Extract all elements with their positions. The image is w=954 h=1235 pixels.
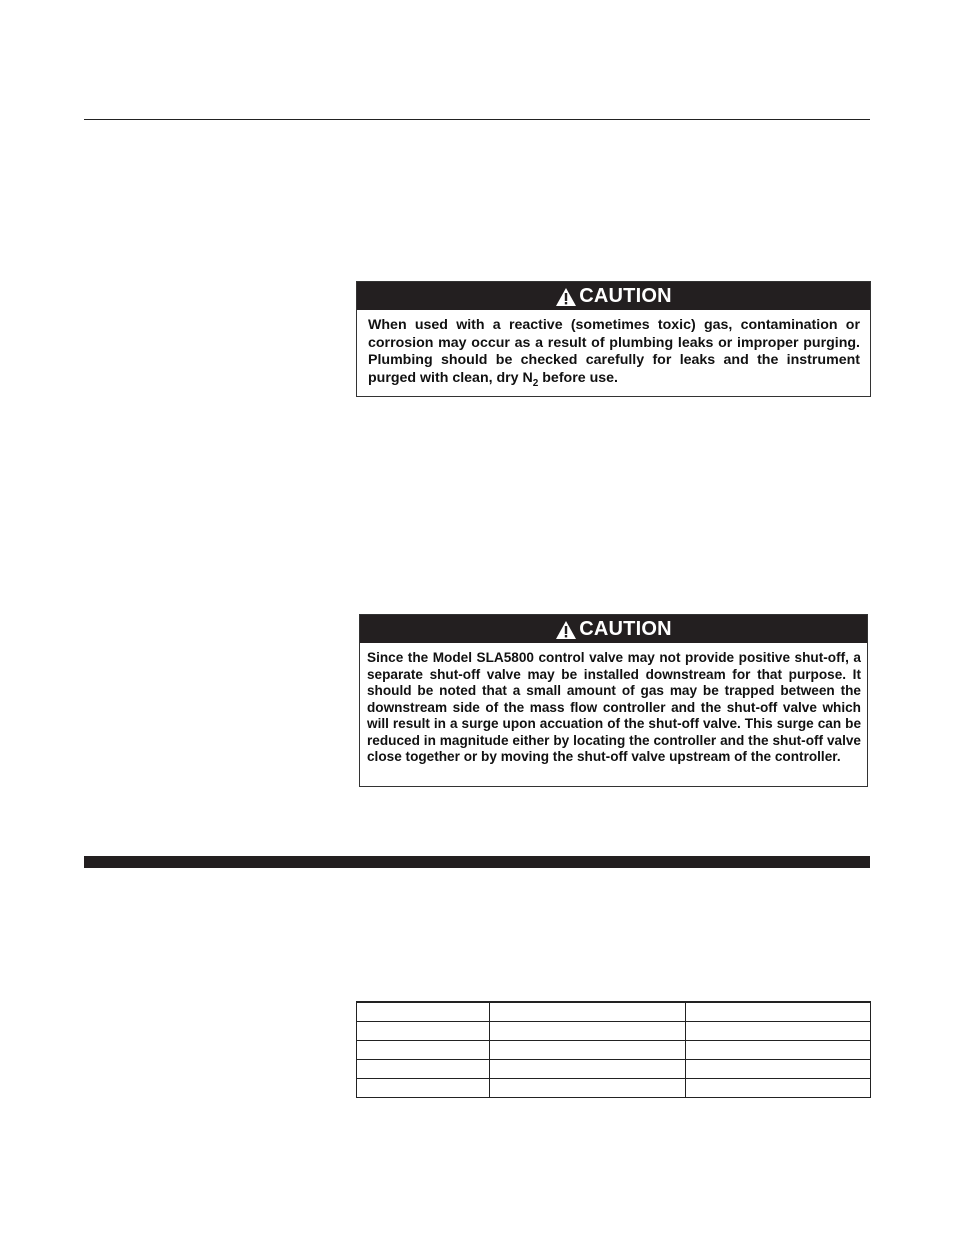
table-cell — [357, 1002, 490, 1022]
table-cell — [357, 1041, 490, 1060]
table-cell — [686, 1022, 871, 1041]
subscript-2: 2 — [532, 377, 539, 389]
caution-header — [360, 615, 867, 643]
table-cell — [490, 1022, 686, 1041]
table-cell — [357, 1060, 490, 1079]
warning-triangle-icon — [555, 287, 577, 307]
table-cell — [490, 1002, 686, 1022]
header-rule — [84, 119, 870, 120]
table-cell — [686, 1060, 871, 1079]
table-cell — [490, 1041, 686, 1060]
table-cell — [686, 1079, 871, 1098]
caution-title: CAUTION — [579, 284, 672, 307]
data-table — [356, 1001, 871, 1098]
table-row — [357, 1079, 871, 1098]
caution-header — [357, 282, 870, 310]
section-divider-bar — [84, 856, 870, 868]
table-cell — [357, 1079, 490, 1098]
caution-text: Since the Model SLA5800 control valve may not provide positive shut-off, a separate shut-off valve may be installed downstream for that purpose. It should be noted that a small amount of gas may be trapped between the downstream side of the mass flow controller and the shut-off valve which will result in a surge upon accuation of the shut-off valve. This surge can be reduced in magnitude either by locating the controller and the shut-off valve close together or by moving the shut-off valve upstream of the controller. — [367, 650, 861, 764]
caution-text — [357, 310, 870, 388]
caution-text-end: before use. — [538, 369, 618, 386]
table-cell — [686, 1002, 871, 1022]
table-row — [357, 1002, 871, 1022]
caution-box-shutoff-valve — [359, 614, 868, 787]
table-cell — [490, 1079, 686, 1098]
table-cell — [686, 1041, 871, 1060]
table-row — [357, 1060, 871, 1079]
table-row — [357, 1041, 871, 1060]
warning-triangle-icon — [555, 620, 577, 640]
caution-box-reactive-gas — [356, 281, 871, 397]
caution-title: CAUTION — [579, 617, 672, 640]
caution-text-main: When used with a reactive (sometimes toxic) gas, contamination or corrosion may occur as a result of plumbing leaks or improper purging. Plumbing should be checked carefully for leaks and the instrument purged with clean, dry N — [368, 317, 860, 386]
table-cell — [357, 1022, 490, 1041]
table-cell — [490, 1060, 686, 1079]
table-row — [357, 1022, 871, 1041]
